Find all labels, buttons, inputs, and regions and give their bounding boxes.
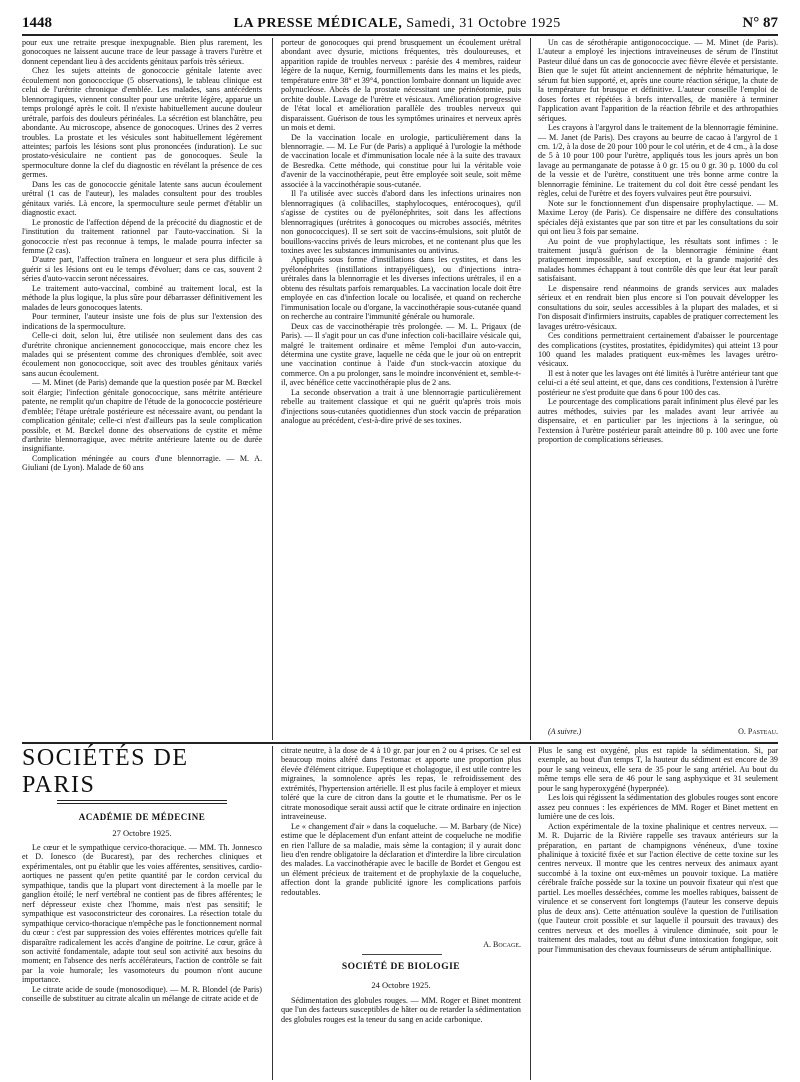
paragraph: Le « changement d'air » dans la coqueluche. — M. Barbary (de Nice) estime que le déplacement d'un enfant atteint de coqueluche ne modifie en rien l'allure de sa maladie, mais sème la contagion; il y aurait donc lieu d'en rendre obligatoire la déclaration et d'interdire la libre circulation des malades. La vaccinothérapie avec le bacille de Bordet et Gengou est un élément précieux de traitement et de prophylaxie de la coqueluche, affection dont la grande publicité ignore les complications parfois redoutables. xyxy=(281,821,521,897)
top-column-1 xyxy=(22,38,262,738)
issue-date: Samedi, 31 Octobre 1925 xyxy=(406,16,561,31)
top-column-2 xyxy=(281,38,521,738)
biology-heading: SOCIÉTÉ DE BIOLOGIE xyxy=(341,962,461,972)
column-divider xyxy=(530,746,531,1080)
paragraph: Le cœur et le sympathique cervico-thoracique. — MM. Th. Jonnesco et D. Ionesco (de Bucarest), par des recherches cliniques et expérimentales, ont pu établir que les voies afférentes, sensitives, cardio-aortiques ne passent qu'en petite quantité par le cordon cervical du sympathique, tandis que la plupart vont directement à la moelle par le ganglion étoilé; le nerf vertébral ne contient pas de fibres afférentes; le nerf dépresseur existe chez l'homme, mais n'est pas sensitif; le sympathique est vasoconstricteur des coronaires. La résection totale du sympathique cervico-thoracique n'empêche pas le fonctionnement normal du cœur : c'est par suppression des voies efférentes motrices qu'elle fait disparaître radicalement les accès d'angine de poitrine. Le cœur, grâce à son activité fondamentale, adapte tout seul son activité aux besoins du moment; en l'absence des nerfs accélérateurs, l'action de contrôle se fait par la voie humorale; les vasomoteurs du poumon n'ont aucune importance. xyxy=(22,843,262,985)
column-divider xyxy=(272,38,273,740)
paragraph: Le dispensaire rend néanmoins de grands services aux malades sérieux et en rendrait bien plus encore si l'on pouvait développer les consultations du soir, seules accessibles à la plupart des malades, et si l'on disposait d'infirmiers instruits, capables de pratiquer correctement les lavages urétro-vésicaux. xyxy=(538,283,778,331)
paragraph: Celle-ci doit, selon lui, être utilisée non seulement dans des cas d'urétrite chronique anciennement gonococcique, mais encore chez les malades qui se présentent comme des chroniques d'emblée, soit avec écoulement non gonococcique, soit avec des troubles génitaux variés sans aucun écoulement. xyxy=(22,331,262,378)
top-column-3 xyxy=(538,38,778,706)
column-divider xyxy=(530,38,531,740)
paragraph: Au point de vue prophylactique, les résultats sont infimes : le traitement jusqu'à guérison de la blennorragie féminine étant pratiquement impossible, sauf exception, et la grande majorité des malades hommes échappant à tout contrôle dès que leur état leur paraît satisfaisant. xyxy=(538,236,778,284)
continuation-footer xyxy=(538,727,778,736)
paragraph: Plus le sang est oxygéné, plus est rapide la sédimentation. Si, par exemple, au bout d'un temps T, la hauteur du sédiment est encore de 39 pour le sang veineux, elle sera de 35 pour le sang artériel. Au bout du même temps elle sera de 46 pour le sang asphyxique et 31 seulement pour le sang hyperoxygéné (hyperpnée). xyxy=(538,746,778,793)
paragraph: — M. Minet (de Paris) demande que la question posée par M. Bœckel soit élargie; l'infection génitale gonococcique, sans métrite antérieure patente, ne remplit qu'un chapitre de l'étude de la gonococcie postérieure d'emblée; l'étape urétrale postérieure est nécessaire avant, ou pendant la complication génitale; celle-ci n'est d'ailleurs pas la seule complication possible, et M. Bœckel donne des observations de cystite et même d'arthrite blennorragique, avec métrite antérieure latente ou de durée insignifiante. xyxy=(22,378,262,454)
academy-date: 27 Octobre 1925. xyxy=(112,828,172,838)
biology-date: 24 Octobre 1925. xyxy=(371,980,431,990)
paragraph: Un cas de sérothérapie antigonococcique. — M. Minet (de Paris). L'auteur a employé les injections intraveineuses de sérum de l'Institut Pasteur dilué dans un cas de gonococcie avec fièvre élevée et persistante. Bien que le sujet fût atteint anciennement de néphrite hématurique, le sérum fut bien supporté, et, après une courte réaction sérique, la chute de la température fut brusque et définitive. L'auteur conseille l'emploi de doses fortes et répétées à brefs intervalles, de manière à terminer l'application avant l'apparition de la réaction fébrile et des arthropathies sériques. xyxy=(538,38,778,123)
paragraph: Complication méningée au cours d'une blennorragie. — M. A. Giuliani (de Lyon). Malade de 60 ans xyxy=(22,453,262,473)
paragraph: Appliqués sous forme d'instillations dans les cystites, et dans les pyélonéphrites (instillations intrapyéliques), ou d'injections intra-urétrales dans la blennorragie et les diverses infections urétrales, il en a obtenu des résultats parfois remarquables. La vaccination locale doit être employée en cas d'infection locale ou localisée, et quand on recherche l'immunisation locale ou d'organe, la vaccinothérapie sous-cutanée quand on recherche au contraire l'immunité générale ou humorale. xyxy=(281,255,521,322)
paragraph: Pour terminer, l'auteur insiste une fois de plus sur l'extension des indications de la spermoculture. xyxy=(22,312,262,331)
bottom-column-2b xyxy=(281,996,521,1080)
paragraph: Note sur le fonctionnement d'un dispensaire prophylactique. — M. Maxime Leroy (de Paris). Ce dispensaire ne diffère des consultations spéciales déjà existantes que par son titre et par les consultations du soir qui ont lieu 3 fois par semaine. xyxy=(538,198,778,237)
paragraph: D'autre part, l'affection traînera en longueur et sera plus difficile à guérir si les lésions ont eu le temps d'évoluer; dans ce cas, souvent 2 séries d'auto-vaccin seront nécessaires. xyxy=(22,255,262,284)
paragraph: De la vaccination locale en urologie, particulièrement dans la blennorragie. — M. Le Fur (de Paris) a appliqué à l'urologie la méthode de vaccination locale et d'immunisation locale née à la suite des travaux de Besredka. Cette méthode, qui constitue pour lui la véritable voie d'avenir de la vaccinothérapie, peut être employée soit seule, soit même associée à la vaccinothérapie sous-cutanée. xyxy=(281,132,521,189)
paragraph: Dans les cas de gonococcie génitale latente sans aucun écoulement urétral (1 cas de l'auteur), les malades consultent pour des troubles génitaux variés. Là encore, la spermoculture seule permet d'établir un diagnostic exact. xyxy=(22,179,262,218)
paragraph: citrate neutre, à la dose de 4 à 10 gr. par jour en 2 ou 4 prises. Ce sel est beaucoup moins altéré dans l'estomac et apporte une proportion plus élevée d'élément citrique. Eupeptique et cholagogue, il est utile contre les migraines, la somnolence après les repas, le refroidissement des extrémités, l'hypertension artérielle. Il est plus facile à employer et mieux toléré que la cure de citron dans la goutte et le rhumatisme. Per os le citrate monosodique serait aussi actif que le citrate ordinaire en injection intraveineuse. xyxy=(281,746,521,822)
paragraph: La seconde observation a trait à une blennorragie particulièrement rebelle au traitement classique et qui ne guérit qu'après trois mois d'injections sous-cutanées quotidiennes d'un stock vaccin de préparation analogue au précédent, c'est-à-dire privé de ses toxines. xyxy=(281,387,521,426)
journal-title: LA PRESSE MÉDICALE, xyxy=(233,16,403,31)
bottom-column-1 xyxy=(22,843,262,1079)
paragraph: pour eux une retraite presque inexpugnable. Bien plus rarement, les gonocoques ne laissent aucune trace de leur passage à travers l'urètre et donnent cependant lieu à des accidents génitaux parfois très sérieux. xyxy=(22,38,262,66)
section-header-box xyxy=(22,747,260,797)
page-number: 1448 xyxy=(22,15,52,31)
paragraph: Les crayons à l'argyrol dans le traitement de la blennorragie féminine. — M. Janet (de Paris). Des crayons au beurre de cacao à l'argyrol de 1 cm. 1/2, à la dose de 20 pour 100 pour le col utérin, et de 4 cm., à la dose de 5 à 10 pour 100 pour l'urètre, appliqués tous les jours après un bon lavage au permanganate de potasse à 0 gr. 15 ou 0 gr. 30 p. 1000 du col de la vessie et de l'urètre, constituent une très bonne arme contre la blennorragie féminine. Le traitement du col doit être cessé pendant les règles, celui de l'urètre et des foyers vulvaires peut être poursuivi. xyxy=(538,123,778,199)
paragraph: Il est à noter que les lavages ont été limités à l'urètre antérieur tant que celui-ci a été seul atteint, et que, dans ces conditions, l'extension à l'urètre postérieur ne s'est produite que dans 6 pour 100 des cas. xyxy=(538,368,778,397)
section-separator xyxy=(22,742,778,744)
paragraph: Chez les sujets atteints de gonococcie génitale latente avec écoulement non gonococcique (5 observations), le tableau clinique est celui de l'urétrite chronique d'emblée. Les malades, sans antécédents blennorragiques, viennent consulter pour une urétrite légère, apparue un temps prolongé après le coït. Il n'existe habituellement aucune douleur urétrale, parfois des douleurs périnéales. La sécrétion est blanchâtre, peu abondante. Au microscope, absence de gonocoques. Urines des 2 verres troubles. La prostate et les vésicules sont habituellement légèrement atteintes; parfois les lésions sont plus prononcées (induration). Le suc prostato-vésiculaire ne contient pas de gonocoques. Seule la spermoculture donne la clef du diagnostic en révélant la présence de ces germes. xyxy=(22,66,262,180)
paragraph: Ces conditions permettraient certainement d'abaisser le pourcentage des complications (cystites, prostatites, épididymites) qui atteint 13 pour 100 quand les malades pratiquent eux-mêmes les lavages urétro-vésicaux. xyxy=(538,331,778,369)
bottom-column-2 xyxy=(281,746,521,938)
column-divider xyxy=(272,746,273,1080)
issue-number: N° 87 xyxy=(742,15,778,31)
bottom-column-3 xyxy=(538,746,778,1080)
paragraph: Il l'a utilisée avec succès d'abord dans les infections urinaires non blennorragiques (à colibacilles, staphylocoques, entérocoques), qu'il s'agisse de cystites ou de pyélonéphrites, soit dans les affections blennorragiques (urétrites à gonocoques ou microbes associés, métrites non gonococciques). Il se sert soit de vaccins-émulsions, soit plutôt de bouillons-vaccins privés de leurs microbes, et ne contenant plus que les toxines avec les substances immunisantes ou antivirus. xyxy=(281,189,521,255)
paragraph: Le pourcentage des complications paraît infiniment plus élevé par les autres méthodes, suivies par les malades avant leur arrivée au dispensaire, et en particulier par les injections à la seringue, où l'extension à l'urètre postérieur paraît atteindre 80 p. 100 avec une forte proportion de complications sérieuses. xyxy=(538,397,778,445)
signature-bocage: A. Bocage. xyxy=(483,940,521,949)
academy-heading: ACADÉMIE DE MÉDECINE xyxy=(78,812,206,822)
journal-page xyxy=(22,0,778,1082)
paragraph: Le traitement auto-vaccinal, combiné au traitement local, est la méthode la plus logique, la plus sûre pour débarrasser définitivement les malades de leurs gonocoques latents. xyxy=(22,283,262,312)
paragraph: Deux cas de vaccinothérapie très prolongée. — M. L. Prigaux (de Paris). — Il s'agit pour un cas d'une infection coli-bacillaire vésicale qui, malgré le traitement ordinaire et même l'emploi d'un auto-vaccin, détermina une cystite grave, laquelle ne céda que le jour où on entreprit une vaccination continue à l'aide d'un stock-vaccin atoxique du commerce. On a pu prolonger, sans le moindre inconvénient et, semble-t-il, avec bénéfice cette vaccinothérapie plus de 2 ans. xyxy=(281,321,521,388)
paragraph: Les lois qui régissent la sédimentation des globules rouges sont encore assez peu connues : les expériences de MM. Roger et Binet mettent en lumière une de ces lois. xyxy=(538,793,778,822)
double-rule xyxy=(57,800,227,804)
to-be-continued: (A suivre.) xyxy=(548,727,582,736)
paragraph: Le pronostic de l'affection dépend de la précocité du diagnostic et de l'institution du traitement rationnel par l'auto-vaccination. Si la gonococcie n'est pas reconnue à temps, le malade pourra infecter sa femme (2 cas). xyxy=(22,217,262,255)
page-header xyxy=(22,10,778,36)
section-title: SOCIÉTÉS DE PARIS xyxy=(22,745,189,798)
paragraph: Sédimentation des globules rouges. — MM. Roger et Binet montrent que l'un des facteurs susceptibles de hâter ou de retarder la sédimentation des globules rouges est la teneur du sang en acide carbonique. xyxy=(281,996,521,1024)
paragraph: Le citrate acide de soude (monosodique). — M. R. Blondel (de Paris) conseille de substituer au citrate alcalin un mélange de citrate acide et de xyxy=(22,984,262,1004)
short-rule xyxy=(362,954,442,955)
paragraph: Action expérimentale de la toxine phalinique et centres nerveux. — M. R. Dujarric de la Rivière rappelle ses travaux antérieurs sur la préparation, en partant de champignons vénéneux, d'une toxine phalinique à toxicité fixée et sur l'action élective de cette toxine sur les centres nerveux. Il montre que les centres nerveux des animaux ayant succombé à la toxine ont eux-mêmes un pouvoir toxique. La matière cérébrale fraîche possède sur la toxine un pouvoir fixateur qui n'est que partiel. Les moelles desséchées, comme les moelles rabiques, baissent de virulence et se conservent fort longtemps (l'auteur les conserve depuis plus de deux ans). Cette atténuation soulève la question de l'utilisation (que l'auteur croit possible et sur laquelle il poursuit des travaux) des centres nerveux et des moelles à virulence diminuée, soit pour le traitement des malades, tout au début d'une intoxication fongique, soit pour l'immunisation des chevaux fournisseurs de sérum antiphallinique. xyxy=(538,821,778,954)
paragraph: porteur de gonocoques qui prend brusquement un écoulement urétral abondant avec dysurie, mictions fréquentes, très douloureuses, et apparition rapide de troubles nerveux : parésie des 4 membres, raideur légère de la nuque, Kernig, fourmillements dans les mains et les pieds, température entre 38° et 39°4, ponction lombaire donnant un liquide avec polynucléose. Abcès de la prostate nécessitant une périnéotomie, puis orchite double. Lavage de l'urètre et vésicaux. Amélioration progressive de l'état local et amélioration parallèle des troubles nerveux qui disparaissent. Guérison de tous les symptômes urinaires et nerveux après un mois et demi. xyxy=(281,38,521,133)
author-signature: O. Pasteau. xyxy=(738,727,778,736)
journal-title-line xyxy=(234,16,561,32)
